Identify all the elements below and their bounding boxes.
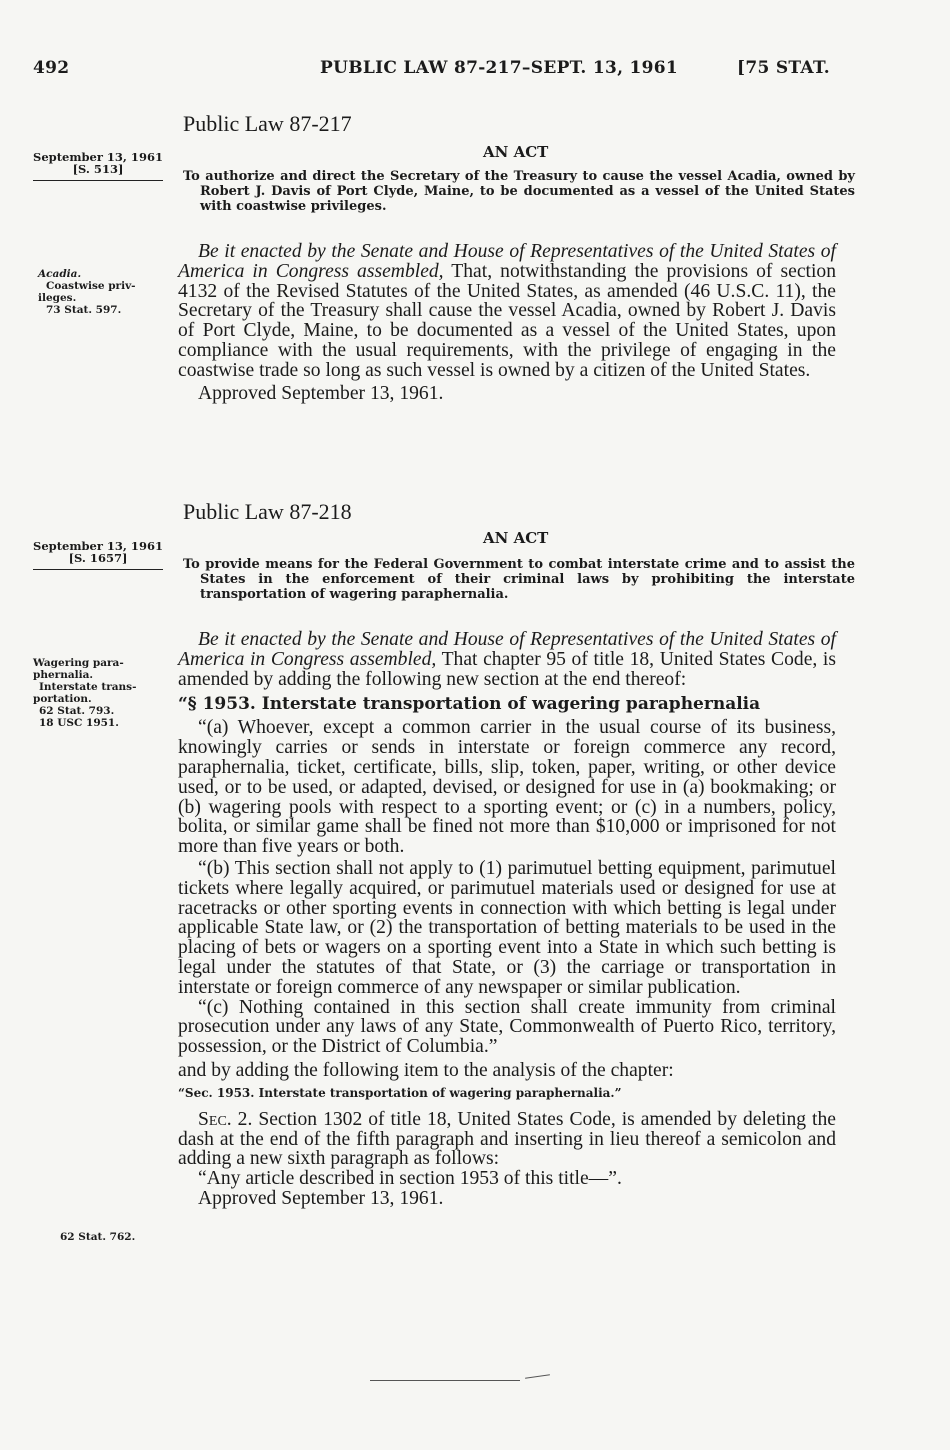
law2-body (178, 630, 836, 1209)
law1-act-label: AN ACT (483, 143, 549, 161)
law2-margin-note: Wagering para- (33, 657, 124, 669)
law2-date: September 13, 1961 (33, 539, 163, 553)
law1-body-paragraph (178, 242, 836, 381)
running-title: PUBLIC LAW 87-217–SEPT. 13, 1961 (320, 58, 679, 78)
law1-enacting-clause: Be it enacted by the Senate and House of Representatives of the United States of America in Congress assembled, (178, 241, 836, 282)
law2-approved: Approved September 13, 1961. (198, 1187, 444, 1209)
law2-para-c: “(c) Nothing contained in this section shall create immunity from criminal prosecution under any laws of any State, Commonwealth of Puerto Rico, territory, possession, or the District of Columbia.” (178, 996, 836, 1058)
law1-body-text: That, notwithstanding the provisions of section 4132 of the Revised Statutes of the United States, as amended (46 U.S.C. 11), the Secretary of the Treasury shall cause the vessel Acadia, owned by Robert J. Davis of Port Clyde, Maine, to be documented as a vessel of the United States, upon compliance with the usual requirements, with the privilege of engaging in the coastwise trade so long as such vessel is owned by a citizen of the United States. (178, 260, 836, 381)
law2-margin-note: phernalia. (33, 669, 94, 681)
law1-purpose: To authorize and direct the Secretary of the Treasury to cause the vessel Acadia, owned by Robert J. Davis of Port Clyde, Maine, to be documented as a vessel of the United States with coastwise privileges. (183, 169, 855, 214)
law2-margin-note: 18 USC 1951. (39, 717, 119, 729)
law1-date-block (33, 151, 163, 175)
law1-margin-note: Acadia. (38, 268, 82, 280)
law1-body (178, 242, 836, 403)
law2-sec2-paragraph (178, 1110, 836, 1169)
law2-para-b: “(b) This section shall not apply to (1) parimutuel betting equipment, parimutuel tickets where legally acquired, or parimutuel materials used or designed for use at racetracks or other sporting events in connection with which betting is legal under applicable State law, or (2) the transportation of betting materials to be used in the placing of bets or wagers on a sporting event into a State in which such betting is legal under the statutes of that State, or (3) the carriage or transportation in interstate or foreign commerce of any newspaper or similar publication. (178, 857, 836, 998)
law1-margin-notes (38, 268, 163, 316)
law1-date: September 13, 1961 (33, 150, 163, 164)
law1-margin-rule (33, 180, 163, 181)
law2-sec2-quote: “Any article described in section 1953 of this title—”. (198, 1168, 622, 1190)
law2-analysis-item: “Sec. 1953. Interstate transportation of wagering paraphernalia.” (178, 1085, 622, 1100)
law2-act-label: AN ACT (483, 529, 549, 547)
page-number: 492 (33, 58, 70, 78)
law2-sec2-text: Section 1302 of title 18, United States Code, is amended by deleting the dash at the end of the fifth paragraph and inserting in lieu thereof a semicolon and adding a new sixth paragraph as follows: (178, 1108, 836, 1170)
law2-analysis-intro: and by adding the following item to the analysis of the chapter: (178, 1059, 674, 1081)
law2-margin-note: Interstate trans- (39, 681, 137, 693)
law2-date-block (33, 540, 163, 564)
footer-rule-tail (525, 1374, 550, 1378)
law2-para-a: “(a) Whoever, except a common carrier in the usual course of its business, knowingly carries or sends in interstate or foreign commerce any record, paraphernalia, ticket, certificate, bills, slip, token, paper, writing, or other device used, or to be used, or adapted, devised, or designed for use in (a) bookmaking; or (b) wagering pools with respect to a sporting event; or (c) in a numbers, policy, bolita, or similar game shall be fined not more than $10,000 or imprisoned for not more than five years or both. (178, 717, 836, 858)
footer-rule (370, 1380, 520, 1381)
law1-title: Public Law 87-217 (183, 111, 352, 136)
law2-intro-paragraph (178, 630, 836, 689)
law2-margin-note: 62 Stat. 793. (39, 705, 115, 717)
law2-intro-text: That chapter 95 of title 18, United States Code, is amended by adding the following new section at the end thereof: (178, 648, 836, 690)
law1-margin-note: 73 Stat. 597. (46, 304, 122, 316)
law2-margin-rule (33, 569, 163, 570)
law2-sec2-margin-note: 62 Stat. 762. (60, 1231, 136, 1243)
law2-title: Public Law 87-218 (183, 499, 352, 524)
law2-section-heading: “§ 1953. Interstate transportation of wagering paraphernalia (178, 694, 761, 715)
law2-margin-note: portation. (33, 693, 92, 705)
volume-reference: [75 STAT. (737, 58, 830, 78)
law2-purpose: To provide means for the Federal Government to combat interstate crime and to assist the States in the enforcement of their criminal laws by prohibiting the interstate transportation of wagering paraphernalia. (183, 557, 855, 602)
law2-margin-notes (33, 657, 163, 729)
law2-bill-number: [S. 1657] (68, 551, 128, 565)
law2-enacting-clause: Be it enacted by the Senate and House of Representatives of the United States of America in Congress assembled, (178, 629, 836, 670)
law2-sec2-label: Sec. 2. (198, 1108, 253, 1130)
law1-approved: Approved September 13, 1961. (198, 382, 444, 404)
law1-margin-note: Coastwise priv- (46, 280, 136, 292)
law1-margin-note: ileges. (38, 292, 77, 304)
law1-bill-number: [S. 513] (72, 162, 124, 176)
